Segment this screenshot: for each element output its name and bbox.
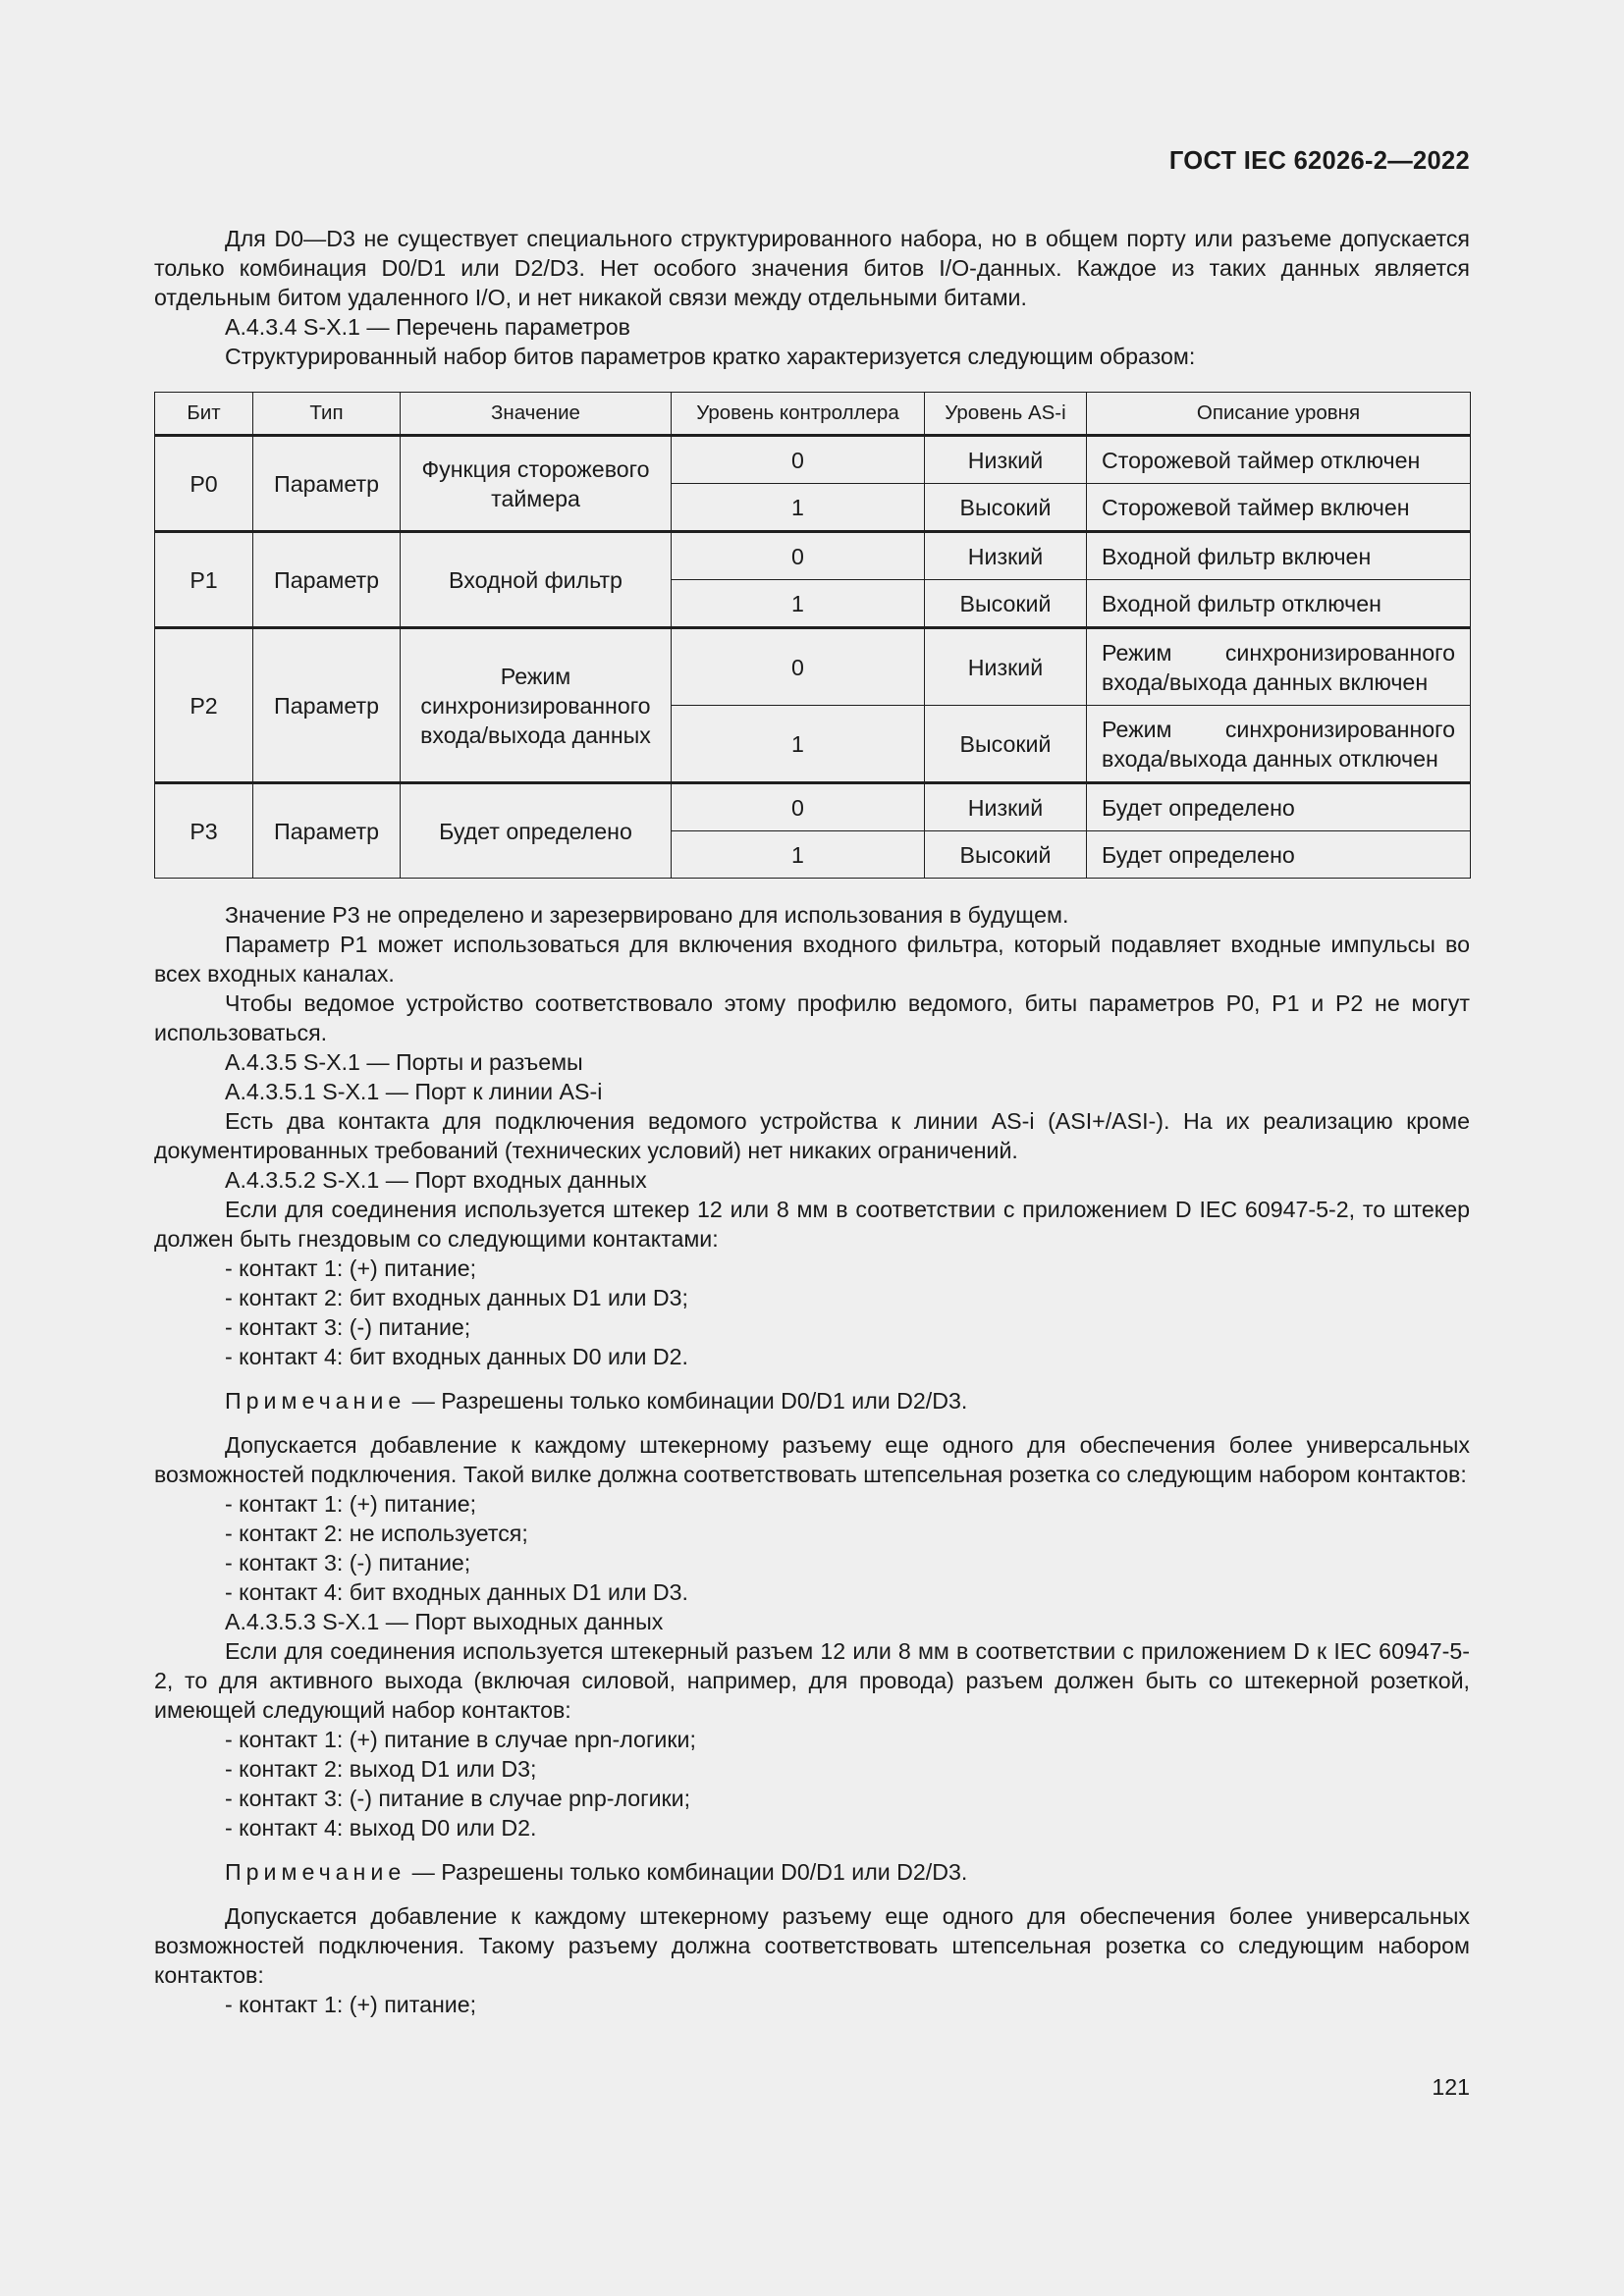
- note-label: Примечание: [225, 1859, 406, 1885]
- cell-controller-level: 1: [672, 580, 925, 628]
- note-label: Примечание: [225, 1388, 406, 1414]
- cell-asi-level: Высокий: [925, 706, 1087, 783]
- cell-asi-level: Низкий: [925, 532, 1087, 580]
- header-type: Тип: [253, 393, 401, 436]
- paragraph: Чтобы ведомое устройство соответствовало этому профилю ведомого, биты параметров Р0, Р1 и Р2 не могут использоваться.: [154, 990, 1470, 1045]
- cell-asi-level: Низкий: [925, 783, 1087, 831]
- paragraph: Если для соединения используется штекерный разъем 12 или 8 мм в соответствии с приложением D к IEC 60947-5-2, то для активного выхода (включая силовой, например, для провода) разъем должен быть со штекерной розеткой, имеющей следующий набор контактов:: [154, 1638, 1470, 1723]
- cell-controller-level: 0: [672, 628, 925, 706]
- paragraph: Значение Р3 не определено и зарезервировано для использования в будущем.: [225, 902, 1069, 928]
- cell-level-description: Будет определено: [1087, 783, 1471, 831]
- header-asi-level: Уровень AS-i: [925, 393, 1087, 436]
- paragraph: Допускается добавление к каждому штекерному разъему еще одного для обеспечения более универсальных возможностей подключения. Такому разъему должна соответствовать штепсельная розетка со следующим набором контактов:: [154, 1903, 1470, 1988]
- list-item: - контакт 4: бит входных данных D1 или D3.: [225, 1579, 688, 1605]
- document-header: ГОСТ IEC 62026-2—2022: [1168, 147, 1470, 175]
- table-row: [155, 783, 1471, 831]
- paragraph: Если для соединения используется штекер 12 или 8 мм в соответствии с приложением D IEC 60947-5-2, то штекер должен быть гнездовым со следующими контактами:: [154, 1197, 1470, 1252]
- cell-bit: P0: [155, 436, 253, 532]
- cell-meaning: Режим синхронизированного входа/выхода данных: [401, 628, 672, 783]
- cell-controller-level: 1: [672, 484, 925, 532]
- cell-asi-level: Высокий: [925, 580, 1087, 628]
- section-heading: А.4.3.5 S-X.1 — Порты и разъемы: [225, 1049, 583, 1075]
- note-text: — Разрешены только комбинации D0/D1 или D2/D3.: [406, 1859, 968, 1885]
- list-item: - контакт 1: (+) питание;: [225, 1992, 477, 2017]
- table-header-row: [155, 393, 1471, 436]
- list-item: - контакт 3: (-) питание;: [225, 1314, 471, 1340]
- list-item: - контакт 1: (+) питание;: [225, 1491, 477, 1517]
- cell-asi-level: Низкий: [925, 436, 1087, 484]
- page-number: 121: [1432, 2074, 1470, 2100]
- paragraph: Есть два контакта для подключения ведомого устройства к линии AS-i (ASI+/ASI-). На их реализацию кроме документированных требований (технических условий) нет никаких ограничений.: [154, 1108, 1470, 1163]
- list-item: - контакт 2: выход D1 или D3;: [225, 1756, 537, 1782]
- cell-level-description: Режим синхронизированного входа/выхода данных отключен: [1087, 706, 1471, 783]
- list-item: - контакт 4: выход D0 или D2.: [225, 1815, 537, 1841]
- cell-meaning: Входной фильтр: [401, 532, 672, 628]
- list-item: - контакт 3: (-) питание в случае pnp-логики;: [225, 1786, 691, 1811]
- cell-level-description: Входной фильтр включен: [1087, 532, 1471, 580]
- cell-controller-level: 0: [672, 783, 925, 831]
- cell-asi-level: Высокий: [925, 484, 1087, 532]
- section-heading: А.4.3.5.2 S-X.1 — Порт входных данных: [225, 1167, 647, 1193]
- list-item: - контакт 4: бит входных данных D0 или D2.: [225, 1344, 688, 1369]
- parameters-table: [154, 392, 1471, 879]
- cell-controller-level: 0: [672, 436, 925, 484]
- cell-level-description: Сторожевой таймер отключен: [1087, 436, 1471, 484]
- cell-type: Параметр: [253, 783, 401, 879]
- table-row: [155, 436, 1471, 484]
- cell-level-description: Режим синхронизированного входа/выхода данных включен: [1087, 628, 1471, 706]
- cell-controller-level: 1: [672, 831, 925, 879]
- intro-block: [154, 224, 1470, 371]
- header-bit: Бит: [155, 393, 253, 436]
- table-row: [155, 532, 1471, 580]
- list-item: - контакт 1: (+) питание в случае npn-логики;: [225, 1727, 696, 1752]
- note-text: — Разрешены только комбинации D0/D1 или D2/D3.: [406, 1388, 968, 1414]
- list-item: - контакт 2: не используется;: [225, 1521, 528, 1546]
- cell-meaning: Будет определено: [401, 783, 672, 879]
- cell-level-description: Входной фильтр отключен: [1087, 580, 1471, 628]
- note: [154, 1857, 1470, 1887]
- paragraph: Структурированный набор битов параметров кратко характеризуется следующим образом:: [225, 344, 1196, 369]
- cell-bit: P2: [155, 628, 253, 783]
- cell-bit: P1: [155, 532, 253, 628]
- cell-bit: P3: [155, 783, 253, 879]
- paragraph: Параметр Р1 может использоваться для включения входного фильтра, который подавляет входные импульсы во всех входных каналах.: [154, 932, 1470, 987]
- cell-level-description: Будет определено: [1087, 831, 1471, 879]
- cell-controller-level: 0: [672, 532, 925, 580]
- cell-level-description: Сторожевой таймер включен: [1087, 484, 1471, 532]
- header-level-description: Описание уровня: [1087, 393, 1471, 436]
- cell-type: Параметр: [253, 436, 401, 532]
- header-controller-level: Уровень контроллера: [672, 393, 925, 436]
- body-block: [154, 900, 1470, 2019]
- cell-type: Параметр: [253, 628, 401, 783]
- section-heading: А.4.3.5.1 S-X.1 — Порт к линии AS-i: [225, 1079, 603, 1104]
- section-heading: А.4.3.4 S-X.1 — Перечень параметров: [225, 314, 630, 340]
- cell-meaning: Функция сторожевого таймера: [401, 436, 672, 532]
- cell-asi-level: Низкий: [925, 628, 1087, 706]
- list-item: - контакт 1: (+) питание;: [225, 1255, 477, 1281]
- note: [154, 1386, 1470, 1415]
- table-row: [155, 628, 1471, 706]
- list-item: - контакт 2: бит входных данных D1 или D3;: [225, 1285, 688, 1310]
- cell-controller-level: 1: [672, 706, 925, 783]
- header-meaning: Значение: [401, 393, 672, 436]
- paragraph: Для D0—D3 не существует специального структурированного набора, но в общем порту или разъеме допускается только комбинация D0/D1 или D2/D3. Нет особого значения битов I/O-данных. Каждое из таких данных является отдельным битом удаленного I/O, и нет никакой связи между отдельными битами.: [154, 226, 1470, 310]
- cell-type: Параметр: [253, 532, 401, 628]
- list-item: - контакт 3: (-) питание;: [225, 1550, 471, 1575]
- paragraph: Допускается добавление к каждому штекерному разъему еще одного для обеспечения более универсальных возможностей подключения. Такой вилке должна соответствовать штепсельная розетка со следующим набором контактов:: [154, 1432, 1470, 1487]
- section-heading: А.4.3.5.3 S-X.1 — Порт выходных данных: [225, 1609, 664, 1634]
- cell-asi-level: Высокий: [925, 831, 1087, 879]
